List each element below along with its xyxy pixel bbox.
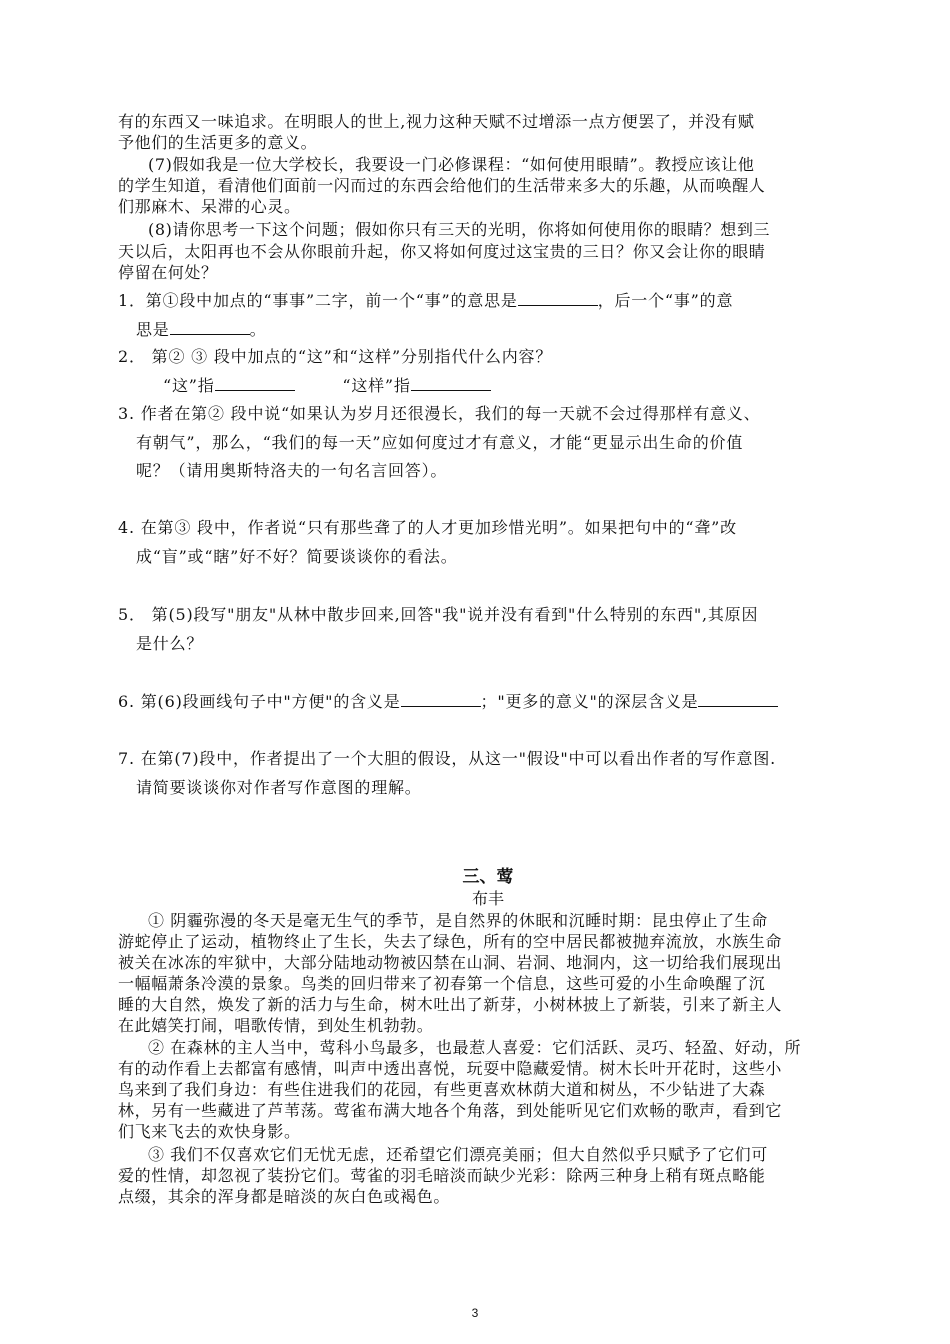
answer-blank-1a[interactable] [518,291,598,306]
essay-p2-line-2: 有的动作看上去都富有感情，叫声中透出喜悦，玩耍中隐藏爱情。树木长叶开花时，这些小 [118,1059,783,1078]
para8-line-1: (8)请你思考一下这个问题；假如你只有三天的光明，你将如何使用你的眼睛？想到三 [148,220,771,239]
answer-blank-6a[interactable] [401,692,481,707]
question-3-line-3: 呢？（请用奥斯特洛夫的一句名言回答）。 [136,461,448,480]
question-3-line-1: 3. 作者在第② 段中说“如果认为岁月还很漫长，我们的每一天就不会过得那样有意义、 [118,404,761,423]
question-5-line-2: 是什么？ [136,634,204,653]
essay-p2-line-5: 们飞来飞去的欢快身影。 [118,1122,301,1141]
question-5-line-1: 5． 第(5)段写"朋友"从林中散步回来,回答"我"说并没有看到"什么特别的东西",其原因 [118,605,759,624]
essay-p2-line-4: 林，另有一些藏进了芦苇荡。莺雀布满大地各个角落，到处能听见它们欢畅的歌声，看到它 [118,1101,783,1120]
question-7-line-2: 请简要谈谈你对作者写作意图的理解。 [136,778,422,797]
essay-p1-line-4: 一幅幅萧条冷漠的景象。鸟类的回归带来了初春第一个信息，这些可爱的小生命唤醒了沉 [118,974,766,993]
essay-p1-line-5: 睡的大自然，焕发了新的活力与生命，树木吐出了新芽，小树林披上了新装，引来了新主人 [118,995,783,1014]
essay-p2-line-1: ② 在森林的主人当中，莺科小鸟最多，也最惹人喜爱：它们活跃、灵巧、轻盈、好动，所 [148,1038,802,1057]
question-2: 2． 第② ③ 段中加点的“这”和“这样”分别指代什么内容？ [118,347,553,366]
para6-line-1: 有的东西又一味追求。在明眼人的世上,视力这种天赋不过增添一点方便罢了，并没有赋 [118,112,755,131]
para7-line-1: (7)假如我是一位大学校长，我要设一门必修课程：“如何使用眼睛”。教授应该让他 [148,155,755,174]
question-4-line-2: 成“盲”或“瞎”好不好？简要谈谈你的看法。 [136,547,458,566]
question-2-answers: “这”指 “这样”指 [163,376,491,396]
answer-blank-6b[interactable] [698,692,778,707]
essay-p1-line-1: ① 阴霾弥漫的冬天是毫无生气的季节，是自然界的休眠和沉睡时期：昆虫停止了生命 [148,911,768,930]
question-1-line-2: 思是 。 [136,320,267,339]
question-3-line-2: 有朝气”，那么，“我们的每一天”应如何度过才有意义，才能“更显示出生命的价值 [136,433,744,452]
essay-p1-line-2: 游蛇停止了运动，植物终止了生长，失去了绿色，所有的空中居民都被抛弃流放，水族生命 [118,932,783,951]
essay-p3-line-2: 爱的性情，却忽视了装扮它们。莺雀的羽毛暗淡而缺少光彩：除两三种身上稍有斑点略能 [118,1166,766,1185]
page-number: 3 [471,1306,479,1320]
para6-line-2: 予他们的生活更多的意义。 [118,133,318,152]
essay-p1-line-3: 被关在冰冻的牢狱中，大部分陆地动物被囚禁在山洞、岩洞、地洞内，这一切给我们展现出 [118,953,783,972]
answer-blank-2b[interactable] [411,376,491,391]
para8-line-2: 天以后，太阳再也不会从你眼前升起，你又将如何度过这宝贵的三日？你又会让你的眼睛 [118,242,766,261]
question-7-line-1: 7. 在第(7)段中，作者提出了一个大胆的假设，从这一"假设"中可以看出作者的写作意图. [118,749,777,768]
essay-p1-line-6: 在此嬉笑打闹，唱歌传情，到处生机勃勃。 [118,1016,434,1035]
section-author: 布丰 [471,889,504,908]
para7-line-3: 们那麻木、呆滞的心灵。 [118,197,301,216]
answer-blank-2a[interactable] [215,376,295,391]
answer-blank-1b[interactable] [170,320,250,335]
essay-p3-line-3: 点缀，其余的浑身都是暗淡的灰白色或褐色。 [118,1187,451,1206]
para7-line-2: 的学生知道，看清他们面前一闪而过的东西会给他们的生活带来多大的乐趣，从而唤醒人 [118,176,766,195]
question-4-line-1: 4. 在第③ 段中，作者说“只有那些聋了的人才更加珍惜光明”。如果把句中的“聋”改 [118,518,737,537]
question-1-line-1: 1．第①段中加点的“事事”二字，前一个“事”的意思是 ，后一个“事”的意 [118,291,734,310]
para8-line-3: 停留在何处？ [118,263,218,282]
question-6: 6. 第(6)段画线句子中"方便"的含义是 ；"更多的意义"的深层含义是 [118,692,778,712]
essay-p2-line-3: 鸟来到了我们身边：有些住进我们的花园，有些更喜欢林荫大道和树丛，不少钻进了大森 [118,1080,766,1099]
essay-p3-line-1: ③ 我们不仅喜欢它们无忧无虑，还希望它们漂亮美丽；但大自然似乎只赋予了它们可 [148,1145,768,1164]
section-title: 三、莺 [462,867,514,887]
